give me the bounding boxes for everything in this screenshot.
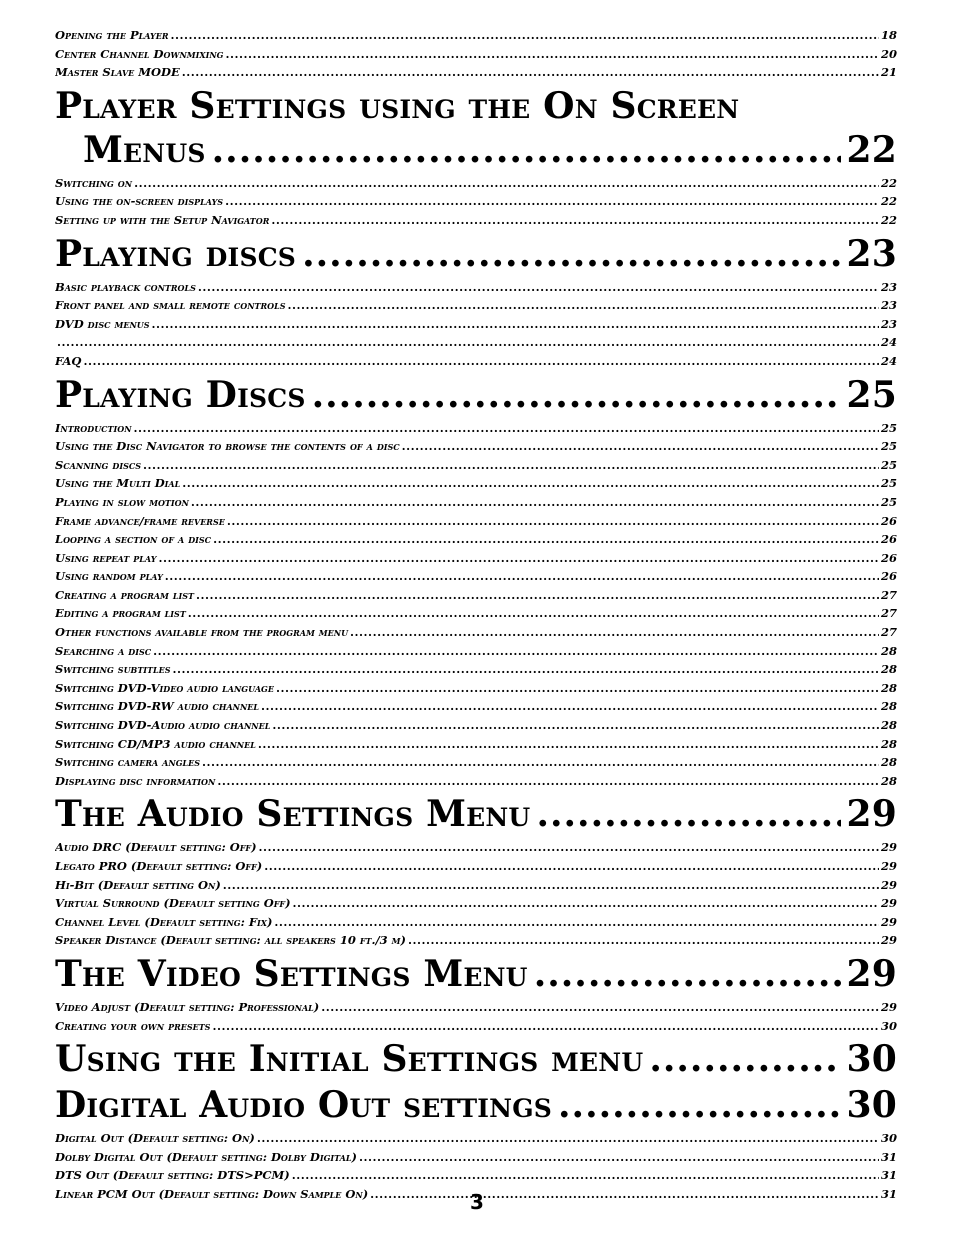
toc-entry-title: Editing a program list <box>55 606 186 621</box>
dot-leader <box>259 838 879 857</box>
toc-entry[interactable] <box>55 1148 897 1167</box>
toc-entry-page: 27 <box>880 625 897 640</box>
toc-entry[interactable] <box>55 876 897 895</box>
toc-entry[interactable] <box>55 660 897 679</box>
dot-leader <box>359 1148 879 1167</box>
dot-leader <box>292 1166 879 1185</box>
toc-entry-title: Switching DVD-RW audio channel <box>55 699 259 714</box>
dot-leader <box>321 998 879 1017</box>
toc-entry-title: Creating your own presets <box>55 1018 211 1033</box>
section-heading[interactable] <box>55 1037 897 1081</box>
section-heading[interactable] <box>55 1083 897 1127</box>
section-heading-title: Digital Audio Out settings <box>55 1084 552 1127</box>
toc-entry-title: Virtual Surround (Default setting Off) <box>55 896 291 911</box>
toc-entry-page: 23 <box>880 298 897 313</box>
toc-entry-page: 28 <box>880 680 897 695</box>
toc-entry[interactable] <box>55 530 897 549</box>
toc-entry-title: Switching camera angles <box>55 755 201 770</box>
dot-leader <box>158 549 879 568</box>
toc-entry[interactable] <box>55 549 897 568</box>
section-heading[interactable] <box>55 84 897 172</box>
toc-entry[interactable] <box>55 894 897 913</box>
toc-entry-title: Using repeat play <box>55 550 157 565</box>
dot-leader <box>408 931 879 950</box>
section-heading[interactable] <box>55 952 897 996</box>
dot-leader <box>134 174 879 193</box>
toc-entry-page: 22 <box>880 194 897 209</box>
toc-entry[interactable] <box>55 315 897 334</box>
toc-entry-page: 25 <box>880 476 897 491</box>
dot-leader <box>188 604 879 623</box>
dot-leader <box>534 952 841 996</box>
dot-leader <box>276 679 879 698</box>
dot-leader <box>196 586 879 605</box>
toc-entry-title: FAQ <box>55 353 82 368</box>
dot-leader <box>213 530 879 549</box>
section-heading-title: Playing Discs <box>55 373 306 416</box>
toc-entry-title: Linear PCM Out (Default setting: Down Sample On) <box>55 1186 369 1201</box>
toc-entry[interactable] <box>55 352 897 371</box>
section-heading-line2 <box>55 128 897 172</box>
toc-entry-page: 29 <box>880 999 897 1014</box>
toc-entry[interactable] <box>55 913 897 932</box>
section-heading-page: 30 <box>846 1038 897 1081</box>
toc-entry-title: Switching subtitles <box>55 662 171 677</box>
toc-entry-page: 24 <box>880 335 897 350</box>
toc-entry-title: Front panel and small remote controls <box>55 298 286 313</box>
dot-leader <box>257 1129 879 1148</box>
dot-leader <box>198 278 879 297</box>
toc-entry-page: 31 <box>880 1149 897 1164</box>
dot-leader <box>182 63 879 82</box>
dot-leader <box>227 512 879 531</box>
toc-entry[interactable] <box>55 278 897 297</box>
dot-leader <box>152 315 879 334</box>
toc-entry[interactable] <box>55 838 897 857</box>
toc-entry-page: 29 <box>880 877 897 892</box>
toc-entry[interactable] <box>55 333 897 352</box>
section-heading[interactable] <box>55 232 897 276</box>
toc-entry[interactable] <box>55 753 897 772</box>
toc-entry-title: Hi-Bit (Default setting On) <box>55 877 221 892</box>
toc-entry-page: 28 <box>880 755 897 770</box>
toc-entry-title: Creating a program list <box>55 587 194 602</box>
page-number: 3 <box>470 1190 484 1214</box>
toc-entry-title: DTS Out (Default setting: DTS>PCM) <box>55 1168 290 1183</box>
toc-entry-page: 27 <box>880 606 897 621</box>
dot-leader <box>649 1037 840 1081</box>
dot-leader <box>182 474 879 493</box>
toc-entry-title: Using the on-screen displays <box>55 194 224 209</box>
dot-leader <box>225 45 879 64</box>
dot-leader <box>302 232 840 276</box>
toc-entry[interactable] <box>55 697 897 716</box>
toc-entry-page: 28 <box>880 736 897 751</box>
toc-entry-page: 28 <box>880 699 897 714</box>
toc-entry-page: 28 <box>880 662 897 677</box>
toc-entry-page: 23 <box>880 316 897 331</box>
toc-entry-title: Switching CD/MP3 audio channel <box>55 736 256 751</box>
section-heading-page: 23 <box>846 232 897 275</box>
toc-entry-page: 29 <box>880 859 897 873</box>
dot-leader <box>212 1017 879 1036</box>
section-heading-title: The Video Settings Menu <box>55 952 528 995</box>
toc-entry-page: 28 <box>880 773 897 788</box>
toc-entry-title: Video Adjust (Default setting: Professional) <box>55 999 320 1014</box>
toc-entry-page: 30 <box>880 1018 897 1033</box>
toc-entry-title: Using the Multi Dial <box>55 476 181 491</box>
toc-entry-page: 31 <box>880 1168 897 1183</box>
toc-entry[interactable] <box>55 512 897 531</box>
toc-entry-title: Searching a disc <box>55 643 152 658</box>
toc-entry-title: Audio DRC (Default setting: Off) <box>55 840 257 855</box>
toc-entry-title: Switching DVD-Audio audio channel <box>55 718 271 733</box>
toc-entry-title: Frame advance/frame reverse <box>55 513 225 528</box>
toc-entry-title: Setting up with the Setup Navigator <box>55 212 270 227</box>
toc-entry-page: 25 <box>880 420 897 435</box>
toc-entry[interactable] <box>55 679 897 698</box>
toc-entry-page: 31 <box>880 1186 897 1201</box>
section-heading-page: 30 <box>846 1084 897 1127</box>
toc-entry-title: DVD disc menus <box>55 316 150 331</box>
toc-entry-title: Digital Out (Default setting: On) <box>55 1131 255 1146</box>
toc-entry-title: Basic playback controls <box>55 279 196 294</box>
toc-entry-page: 29 <box>880 933 897 948</box>
toc-entry-title: Displaying disc information <box>55 773 216 788</box>
toc-entry-page: 22 <box>880 175 897 190</box>
toc-entry[interactable] <box>55 437 897 456</box>
toc-entry-page: 21 <box>880 65 897 80</box>
section-heading-title: Playing discs <box>55 232 297 275</box>
dot-leader <box>272 716 879 735</box>
dot-leader <box>258 735 879 754</box>
toc-entry-title: Introduction <box>55 420 132 435</box>
toc-entry-page: 28 <box>880 718 897 733</box>
toc-entry[interactable] <box>55 931 897 950</box>
toc-entry-title: Channel Level (Default setting: Fix) <box>55 914 273 929</box>
toc-entry-page: 20 <box>880 46 897 61</box>
dot-leader <box>225 192 879 211</box>
toc-entry-page: 26 <box>880 569 897 584</box>
section-heading[interactable] <box>55 373 897 417</box>
dot-leader <box>202 753 879 772</box>
toc-entry-title: Using the Disc Navigator to browse the contents of a disc <box>55 439 400 454</box>
toc-entry[interactable] <box>55 456 897 475</box>
toc-entry[interactable] <box>55 857 897 876</box>
toc-entry-page: 29 <box>880 914 897 929</box>
dot-leader <box>350 623 879 642</box>
toc-entry[interactable] <box>55 1129 897 1148</box>
toc-entry[interactable] <box>55 1166 897 1185</box>
dot-leader <box>165 567 879 586</box>
dot-leader <box>143 456 879 475</box>
toc-entry-page: 26 <box>880 513 897 528</box>
toc-entry[interactable] <box>55 642 897 661</box>
section-heading-page: 29 <box>846 793 897 836</box>
dot-leader <box>171 26 879 45</box>
dot-leader <box>288 296 879 315</box>
toc-entry-title: Opening the Player <box>55 28 169 42</box>
section-heading-page: 22 <box>846 128 897 171</box>
toc-entry[interactable] <box>55 211 897 230</box>
section-heading-page: 29 <box>846 952 897 995</box>
dot-leader <box>274 913 879 932</box>
toc-entry[interactable] <box>55 419 897 438</box>
toc-entry-page: 25 <box>880 439 897 454</box>
toc-entry[interactable] <box>55 63 897 82</box>
section-heading-title-line1: Player Settings using the On Screen <box>55 84 740 127</box>
toc-entry[interactable] <box>55 174 897 193</box>
dot-leader <box>153 642 879 661</box>
dot-leader <box>271 211 879 230</box>
toc-entry-title: Speaker Distance (Default setting: all speakers 10 ft./3 m) <box>55 933 406 948</box>
toc-entry[interactable] <box>55 1017 897 1036</box>
toc-entry-page: 26 <box>880 532 897 547</box>
dot-leader <box>57 333 879 352</box>
dot-leader <box>293 894 879 913</box>
dot-leader <box>223 876 879 895</box>
dot-leader <box>264 857 879 876</box>
toc-entry-page: 29 <box>880 896 897 911</box>
toc-entry-title: Center Channel Downmixing <box>55 46 224 61</box>
toc-entry[interactable] <box>55 623 897 642</box>
toc-entry-page: 28 <box>880 643 897 658</box>
toc-entry-page: 24 <box>880 353 897 368</box>
toc-entry-page: 30 <box>880 1131 897 1146</box>
toc-entry-title: Legato PRO (Default setting: Off) <box>55 859 263 873</box>
toc-entry[interactable] <box>55 586 897 605</box>
toc-entry[interactable] <box>55 772 897 791</box>
toc-entry-page: 26 <box>880 550 897 565</box>
toc-entry-title: Dolby Digital Out (Default setting: Dolby Digital) <box>55 1149 357 1164</box>
toc-entry[interactable] <box>55 735 897 754</box>
dot-leader <box>312 373 841 417</box>
toc-entry[interactable] <box>55 493 897 512</box>
dot-leader <box>558 1083 841 1127</box>
toc-entry-page: 23 <box>880 279 897 294</box>
toc-entry[interactable] <box>55 26 897 45</box>
toc-entry-title: Master Slave MODE <box>55 65 180 80</box>
section-heading[interactable] <box>55 792 897 836</box>
toc-entry[interactable] <box>55 192 897 211</box>
toc-entry[interactable] <box>55 474 897 493</box>
toc-entry-page: 22 <box>880 212 897 227</box>
dot-leader <box>172 660 879 679</box>
dot-leader <box>261 697 879 716</box>
dot-leader <box>217 772 879 791</box>
toc-entry-title: Playing in slow motion <box>55 494 189 509</box>
section-heading-title: The Audio Settings Menu <box>55 793 531 836</box>
dot-leader <box>134 419 879 438</box>
dot-leader <box>83 352 879 371</box>
toc-entry-title: Scanning discs <box>55 457 141 472</box>
toc-entry-page: 18 <box>880 28 897 42</box>
toc-entry-title: Other functions available from the program menu <box>55 625 349 640</box>
section-heading-title-line2: Menus <box>83 128 206 171</box>
toc-entry-title: Looping a section of a disc <box>55 532 212 547</box>
toc-entry-title: Using random play <box>55 569 163 584</box>
toc-entry[interactable] <box>55 604 897 623</box>
dot-leader <box>212 128 841 172</box>
section-heading-page: 25 <box>846 373 897 416</box>
table-of-contents <box>55 26 897 1204</box>
toc-entry-page: 27 <box>880 587 897 602</box>
toc-entry-page: 25 <box>880 457 897 472</box>
toc-entry[interactable] <box>55 45 897 64</box>
toc-entry-page: 25 <box>880 494 897 509</box>
toc-entry[interactable] <box>55 567 897 586</box>
toc-entry[interactable] <box>55 296 897 315</box>
dot-leader <box>191 493 879 512</box>
dot-leader <box>402 437 879 456</box>
toc-entry-title: Switching DVD-Video audio language <box>55 680 274 695</box>
toc-entry[interactable] <box>55 716 897 735</box>
dot-leader <box>536 792 840 836</box>
section-heading-title: Using the Initial Settings menu <box>55 1038 644 1081</box>
toc-entry-title: Switching on <box>55 175 133 190</box>
toc-entry-page: 29 <box>880 840 897 855</box>
toc-entry[interactable] <box>55 998 897 1017</box>
